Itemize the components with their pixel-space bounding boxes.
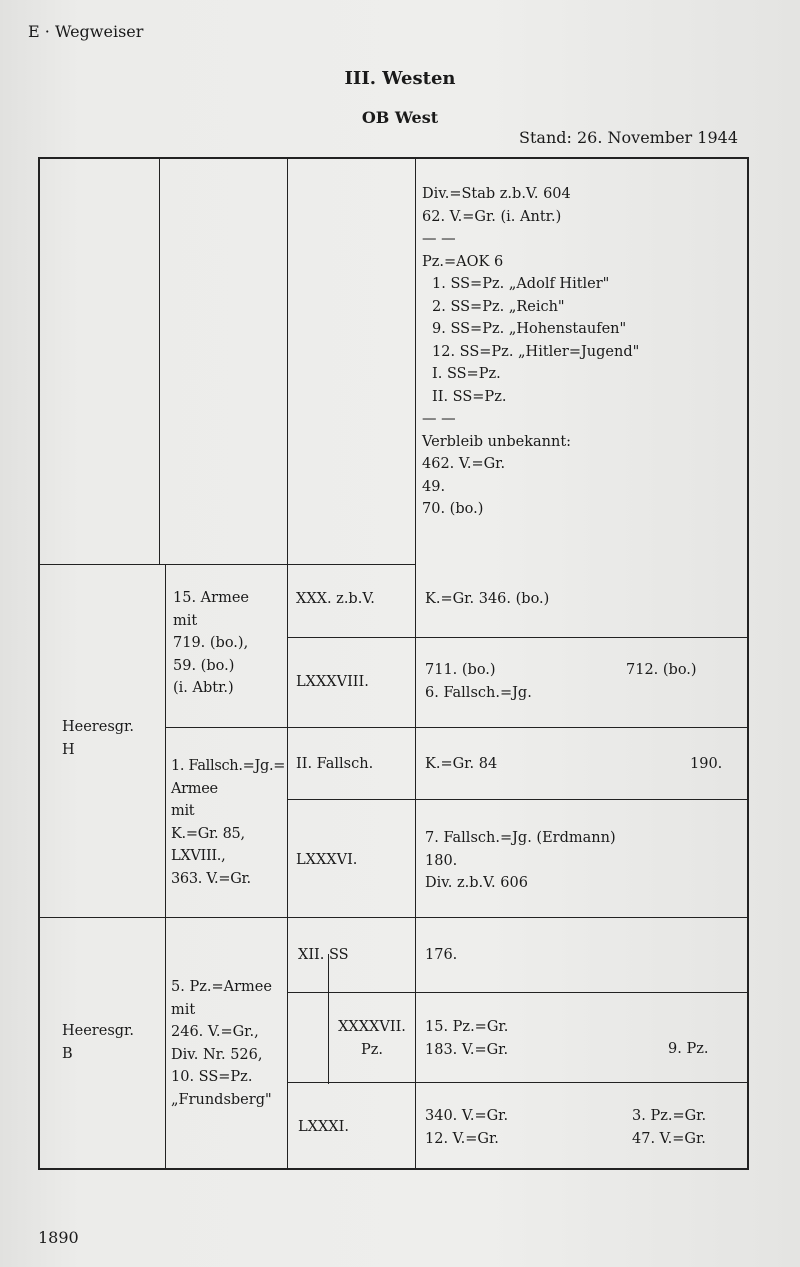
list-item: 9. SS=Pz. „Hohenstaufen" <box>432 321 627 337</box>
col-divider <box>328 954 329 1084</box>
army-group-h: Heeresgr. H <box>62 719 134 758</box>
div-ii-fallsch: K.=Gr. 84 <box>425 756 498 772</box>
div-xxxxvii: 15. Pz.=Gr. 183. V.=Gr. <box>425 1019 509 1058</box>
list-item: — — <box>422 411 456 427</box>
section-subtitle: OB West <box>361 108 439 127</box>
date-stand: Stand: 26. November 1944 <box>519 128 738 147</box>
corps-xxx: XXX. z.b.V. <box>296 591 375 607</box>
col-divider <box>165 564 166 1170</box>
list-item: 62. V.=Gr. (i. Antr.) <box>422 208 562 225</box>
corps-ii-fallsch: II. Fallsch. <box>296 756 374 772</box>
row-divider <box>40 917 749 918</box>
col-divider <box>415 159 416 1170</box>
div-lxxxviii: 711. (bo.) 6. Fallsch.=Jg. <box>425 662 532 701</box>
col-divider <box>287 159 288 1170</box>
reserve-712: 712. (bo.) <box>626 662 697 678</box>
list-item: 462. V.=Gr. <box>422 456 506 472</box>
reserve-190: 190. <box>690 756 723 772</box>
list-item: 1. SS=Pz. „Adolf Hitler" <box>432 276 610 292</box>
list-item: Verbleib unbekannt: <box>422 433 572 450</box>
list-item: 70. (bo.) <box>422 501 484 517</box>
top-block-list <box>422 183 639 521</box>
list-item: 49. <box>422 478 446 495</box>
reserve-9-pz: 9. Pz. <box>668 1041 709 1057</box>
army-5-pz: 5. Pz.=Armee mit 246. V.=Gr., Div. Nr. 526, 10. SS=Pz. „Frundsberg" <box>171 979 272 1108</box>
div-xii-ss: 176. <box>425 947 458 963</box>
div-lxxxvi: 7. Fallsch.=Jg. (Erdmann) 180. Div. z.b.V. 606 <box>425 830 616 891</box>
row-divider <box>165 727 749 728</box>
row-divider <box>287 637 749 638</box>
section-title: III. Westen <box>344 68 456 89</box>
corps-lxxxviii: LXXXVIII. <box>296 674 369 690</box>
row-divider <box>287 1082 749 1083</box>
army-1-fallsch: 1. Fallsch.=Jg.= Armee mit K.=Gr. 85, LXVIII., 363. V.=Gr. <box>171 758 286 887</box>
list-item: I. SS=Pz. <box>432 366 501 382</box>
list-item: Div.=Stab z.b.V. 604 <box>422 186 571 202</box>
row-divider <box>40 564 416 565</box>
list-item: 2. SS=Pz. „Reich" <box>432 298 565 315</box>
page-number: 1890 <box>38 1228 79 1247</box>
div-xxx: K.=Gr. 346. (bo.) <box>425 591 550 607</box>
army-group-b: Heeresgr. B <box>62 1023 134 1062</box>
list-item: — — <box>422 231 456 247</box>
order-of-battle-table <box>38 157 749 1170</box>
row-divider <box>287 799 749 800</box>
list-item: Pz.=AOK 6 <box>422 253 504 270</box>
corps-xxxxvii-pz: XXXXVII. Pz. <box>338 1019 406 1058</box>
corps-lxxxvi: LXXXVI. <box>296 852 358 868</box>
army-15: 15. Armee mit 719. (bo.), 59. (bo.) (i. Abtr.) <box>173 590 249 696</box>
corps-lxxxi: LXXXI. <box>298 1119 349 1135</box>
reserve-3-pz: 3. Pz.=Gr. 47. V.=Gr. <box>632 1108 707 1147</box>
corps-xii-ss: XII. SS <box>298 947 349 963</box>
div-lxxxi: 340. V.=Gr. 12. V.=Gr. <box>425 1108 509 1147</box>
list-item: 12. SS=Pz. „Hitler=Jugend" <box>432 343 640 360</box>
row-divider <box>287 992 749 993</box>
list-item: II. SS=Pz. <box>432 388 507 405</box>
col-divider <box>159 159 160 564</box>
running-header: E · Wegweiser <box>28 22 144 41</box>
